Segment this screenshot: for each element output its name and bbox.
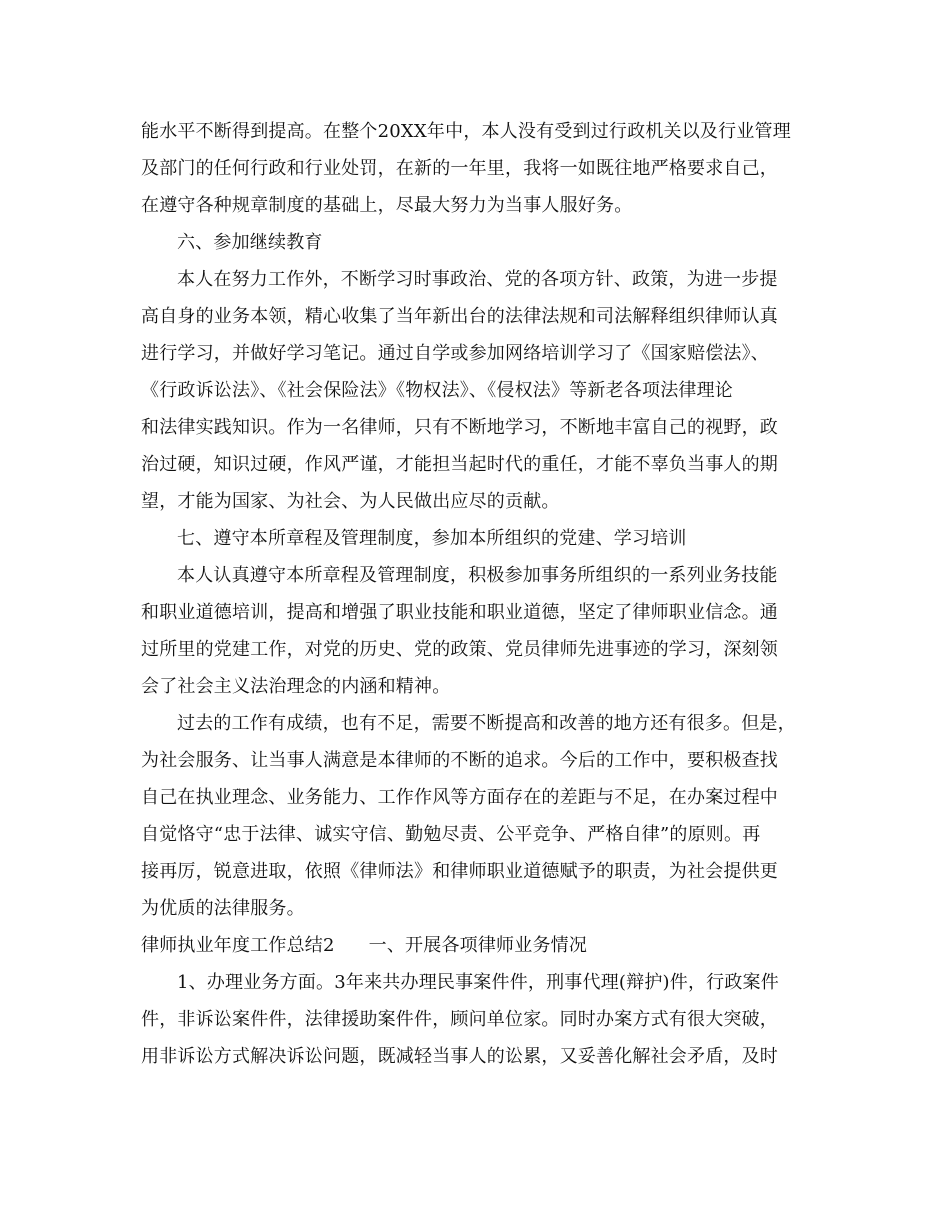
paragraph-line: 1、办理业务方面。3年来共办理民事案件件，刑事代理(辩护)件，行政案件 bbox=[177, 972, 779, 993]
paragraph-line: 会了社会主义法治理念的内涵和精神。 bbox=[141, 676, 451, 697]
paragraph-line: 过去的工作有成绩，也有不足，需要不断提高和改善的地方还有很多。但是， bbox=[177, 713, 796, 734]
paragraph-line: 能水平不断得到提高。在整个20XX年中，本人没有受到过行政机关以及行业管理 bbox=[141, 121, 791, 142]
paragraph-line: 和法律实践知识。作为一名律师，只有不断地学习，不断地丰富自己的视野，政 bbox=[141, 417, 778, 438]
paragraph-line: 过所里的党建工作，对党的历史、党的政策、党员律师先进事迹的学习，深刻领 bbox=[141, 639, 778, 660]
section-title-row bbox=[141, 934, 821, 958]
paragraph-line: 本人认真遵守本所章程及管理制度，积极参加事务所组织的一系列业务技能 bbox=[177, 565, 778, 586]
section-heading-seven: 七、遵守本所章程及管理制度，参加本所组织的党建、学习培训 bbox=[177, 528, 687, 549]
paragraph-line: 自觉恪守“忠于法律、诚实守信、勤勉尽责、公平竞争、严格自律”的原则。再 bbox=[141, 824, 761, 845]
paragraph-line: 自己在执业理念、业务能力、工作作风等方面存在的差距与不足，在办案过程中 bbox=[141, 787, 778, 808]
paragraph-line: 望，才能为国家、为社会、为人民做出应尽的贡献。 bbox=[141, 491, 560, 512]
paragraph-line: 《行政诉讼法》、《社会保险法》《物权法》、《侵权法》等新老各项法律理论 bbox=[141, 380, 733, 401]
paragraph-line: 件，非诉讼案件件，法律援助案件件，顾问单位家。同时办案方式有很大突破， bbox=[141, 1009, 778, 1030]
paragraph-line: 在遵守各种规章制度的基础上，尽最大努力为当事人服好务。 bbox=[141, 195, 633, 216]
paragraph-line: 接再厉，锐意进取，依照《律师法》和律师职业道德赋予的职责，为社会提供更 bbox=[141, 861, 778, 882]
section-heading-six: 六、参加继续教育 bbox=[177, 232, 323, 253]
paragraph-line: 进行学习，并做好学习笔记。通过自学或参加网络培训学习了《国家赔偿法》、 bbox=[141, 343, 769, 364]
section-title: 律师执业年度工作总结2 bbox=[141, 935, 335, 956]
paragraph-line: 和职业道德培训，提高和增强了职业技能和职业道德，坚定了律师职业信念。通 bbox=[141, 602, 778, 623]
paragraph-line: 治过硬，知识过硬，作风严谨，才能担当起时代的重任，才能不辜负当事人的期 bbox=[141, 454, 778, 475]
section-heading-one: 一、开展各项律师业务情况 bbox=[368, 935, 588, 956]
paragraph-line: 为社会服务、让当事人满意是本律师的不断的追求。今后的工作中，要积极查找 bbox=[141, 750, 778, 771]
paragraph-line: 及部门的任何行政和行业处罚，在新的一年里，我将一如既往地严格要求自己， bbox=[141, 158, 778, 179]
paragraph-line: 用非诉讼方式解决诉讼问题，既减轻当事人的讼累，又妥善化解社会矛盾，及时 bbox=[141, 1046, 778, 1067]
paragraph-line: 高自身的业务本领，精心收集了当年新出台的法律法规和司法解释组织律师认真 bbox=[141, 306, 778, 327]
paragraph-line: 本人在努力工作外，不断学习时事政治、党的各项方针、政策，为进一步提 bbox=[177, 269, 778, 290]
paragraph-line: 为优质的法律服务。 bbox=[141, 898, 305, 919]
